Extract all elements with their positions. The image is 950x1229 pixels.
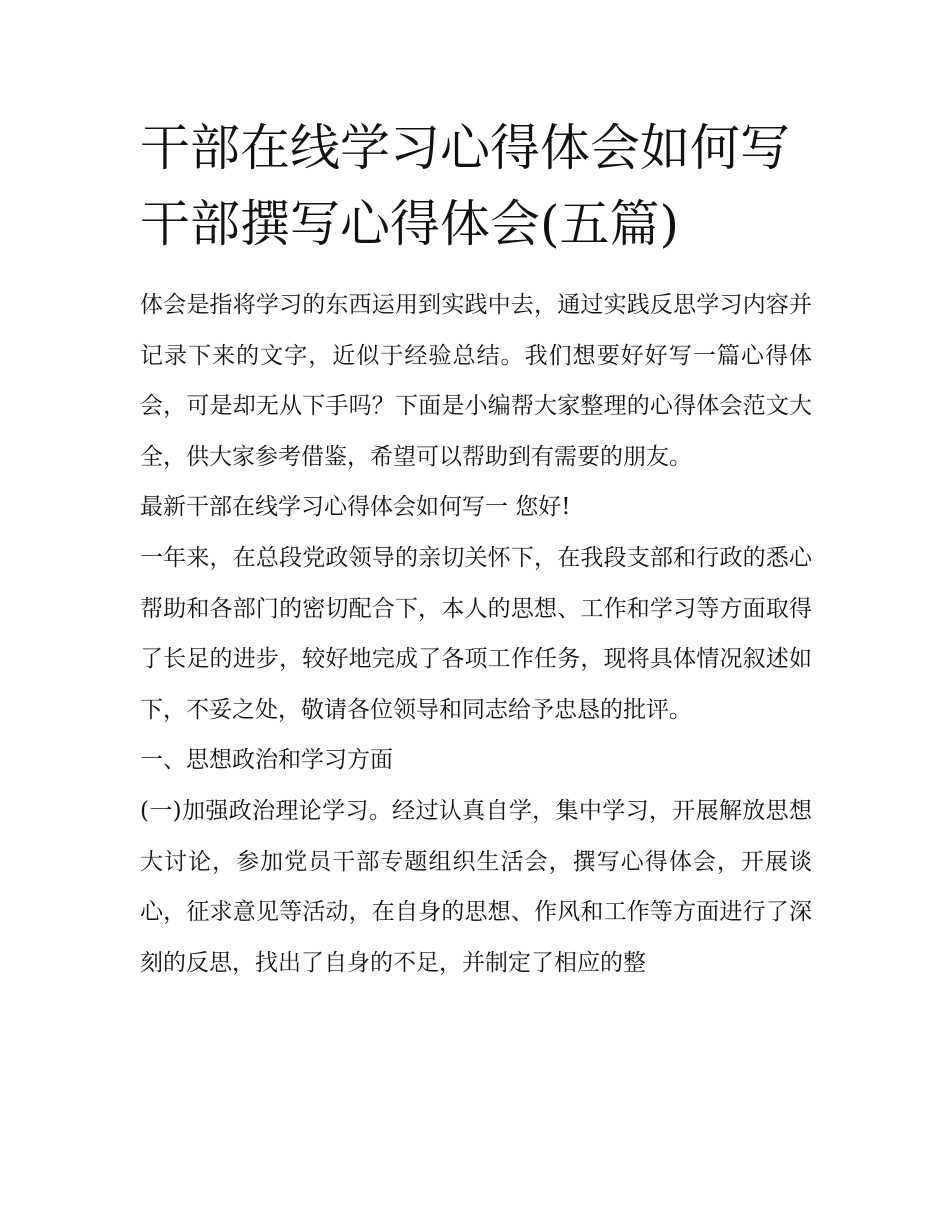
intro-paragraph: 体会是指将学习的东西运用到实践中去，通过实践反思学习内容并记录下来的文字，近似于经验总结。我们想要好好写一篇心得体会，可是却无从下手吗？下面是小编帮大家整理的心得体会范文大全，供大家参考借鉴，希望可以帮助到有需要的朋友。	[140, 292, 812, 470]
document-title-line-1: 干部在线学习心得体会如何写	[140, 119, 790, 177]
document-title-line-2: 干部撰写心得体会(五篇)	[140, 195, 680, 253]
subsection-heading: 一、思想政治和学习方面	[140, 747, 393, 774]
summary-paragraph: 一年来，在总段党政领导的亲切关怀下，在我段支部和行政的悉心帮助和各部门的密切配合下，本人的思想、工作和学习等方面取得了长足的进步，较好地完成了各项工作任务，现将具体情况叙述如下，不妥之处，敬请各位领导和同志给予忠恳的批评。	[140, 544, 812, 723]
document-body	[140, 280, 812, 988]
study-paragraph: (一)加强政治理论学习。经过认真自学，集中学习，开展解放思想大讨论，参加党员干部专题组织生活会，撰写心得体会，开展谈心，征求意见等活动，在自身的思想、作风和工作等方面进行了深刻的反思，找出了自身的不足，并制定了相应的整	[140, 797, 812, 976]
section-heading-paragraph: 最新干部在线学习心得体会如何写一 您好!	[140, 494, 571, 521]
